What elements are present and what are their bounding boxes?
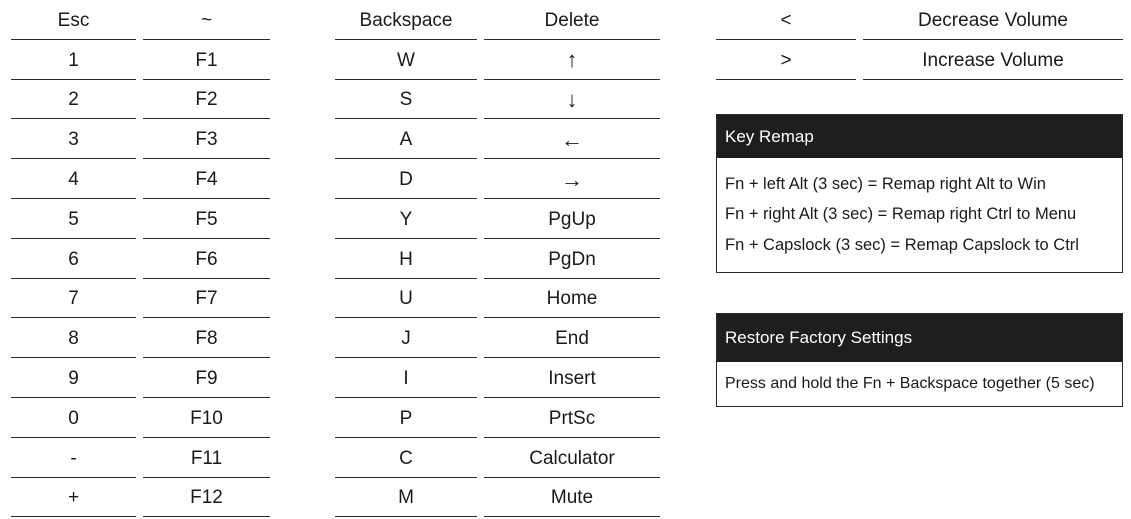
fn-combo-cell: F9 bbox=[143, 358, 270, 398]
arrow-left-icon: ← bbox=[484, 119, 660, 159]
key-cell: 8 bbox=[11, 318, 136, 358]
key-cell: 3 bbox=[11, 119, 136, 159]
fn-combo-cell: F11 bbox=[143, 438, 270, 478]
keys-column-2 bbox=[143, 0, 270, 517]
key-remap-line: Fn + left Alt (3 sec) = Remap right Alt to Win bbox=[725, 174, 1046, 193]
volume-action-cell: Decrease Volume bbox=[863, 0, 1123, 40]
key-cell: C bbox=[335, 438, 477, 478]
key-cell: 1 bbox=[11, 40, 136, 80]
fn-combo-cell: F10 bbox=[143, 398, 270, 438]
key-cell: Backspace bbox=[335, 0, 477, 40]
key-cell: M bbox=[335, 478, 477, 518]
key-remap-title: Key Remap bbox=[717, 115, 1122, 158]
key-cell: S bbox=[335, 80, 477, 120]
key-cell: 7 bbox=[11, 279, 136, 319]
key-remap-panel bbox=[716, 114, 1123, 273]
fn-combo-cell: F8 bbox=[143, 318, 270, 358]
fn-combo-cell: Delete bbox=[484, 0, 660, 40]
key-cell: Y bbox=[335, 199, 477, 239]
fn-combo-cell: Mute bbox=[484, 478, 660, 518]
fn-combo-cell: F6 bbox=[143, 239, 270, 279]
fn-combo-cell: F12 bbox=[143, 478, 270, 518]
key-cell: Esc bbox=[11, 0, 136, 40]
key-cell: 9 bbox=[11, 358, 136, 398]
key-remap-line: Fn + right Alt (3 sec) = Remap right Ctrl to Menu bbox=[725, 205, 1077, 224]
volume-action-cell: Increase Volume bbox=[863, 40, 1123, 80]
key-cell: A bbox=[335, 119, 477, 159]
fn-combo-cell: Calculator bbox=[484, 438, 660, 478]
key-cell: W bbox=[335, 40, 477, 80]
key-cell: H bbox=[335, 239, 477, 279]
keys-column-1 bbox=[11, 0, 136, 517]
factory-reset-line: Press and hold the Fn + Backspace together (5 sec) bbox=[725, 375, 1095, 392]
key-cell: I bbox=[335, 358, 477, 398]
volume-key-cell: > bbox=[716, 40, 856, 80]
keys-column-4 bbox=[484, 0, 660, 517]
key-cell: P bbox=[335, 398, 477, 438]
key-remap-line: Fn + Capslock (3 sec) = Remap Capslock to Ctrl bbox=[725, 235, 1079, 254]
fn-combo-cell: F2 bbox=[143, 80, 270, 120]
fn-combo-cell: F4 bbox=[143, 159, 270, 199]
key-cell: - bbox=[11, 438, 136, 478]
fn-combo-cell: F1 bbox=[143, 40, 270, 80]
key-cell: 4 bbox=[11, 159, 136, 199]
arrow-up-icon: ↑ bbox=[484, 40, 660, 80]
key-cell: 0 bbox=[11, 398, 136, 438]
fn-combo-cell: PgDn bbox=[484, 239, 660, 279]
fn-combo-cell: F3 bbox=[143, 119, 270, 159]
key-cell: D bbox=[335, 159, 477, 199]
volume-key-cell: < bbox=[716, 0, 856, 40]
fn-combo-cell: ~ bbox=[143, 0, 270, 40]
factory-reset-panel bbox=[716, 313, 1123, 407]
volume-key-column bbox=[716, 0, 856, 80]
key-cell: 2 bbox=[11, 80, 136, 120]
arrow-right-icon: → bbox=[484, 159, 660, 199]
fn-combo-cell: PrtSc bbox=[484, 398, 660, 438]
fn-combo-cell: Home bbox=[484, 279, 660, 319]
volume-action-column bbox=[863, 0, 1123, 80]
keys-column-3 bbox=[335, 0, 477, 517]
fn-combo-cell: F7 bbox=[143, 279, 270, 319]
fn-combo-cell: F5 bbox=[143, 199, 270, 239]
arrow-down-icon: ↓ bbox=[484, 80, 660, 120]
fn-combo-cell: Insert bbox=[484, 358, 660, 398]
fn-combo-cell: PgUp bbox=[484, 199, 660, 239]
key-cell: J bbox=[335, 318, 477, 358]
key-cell: + bbox=[11, 478, 136, 518]
key-cell: 6 bbox=[11, 239, 136, 279]
key-cell: U bbox=[335, 279, 477, 319]
factory-reset-title: Restore Factory Settings bbox=[717, 314, 1122, 362]
key-cell: 5 bbox=[11, 199, 136, 239]
fn-combo-cell: End bbox=[484, 318, 660, 358]
